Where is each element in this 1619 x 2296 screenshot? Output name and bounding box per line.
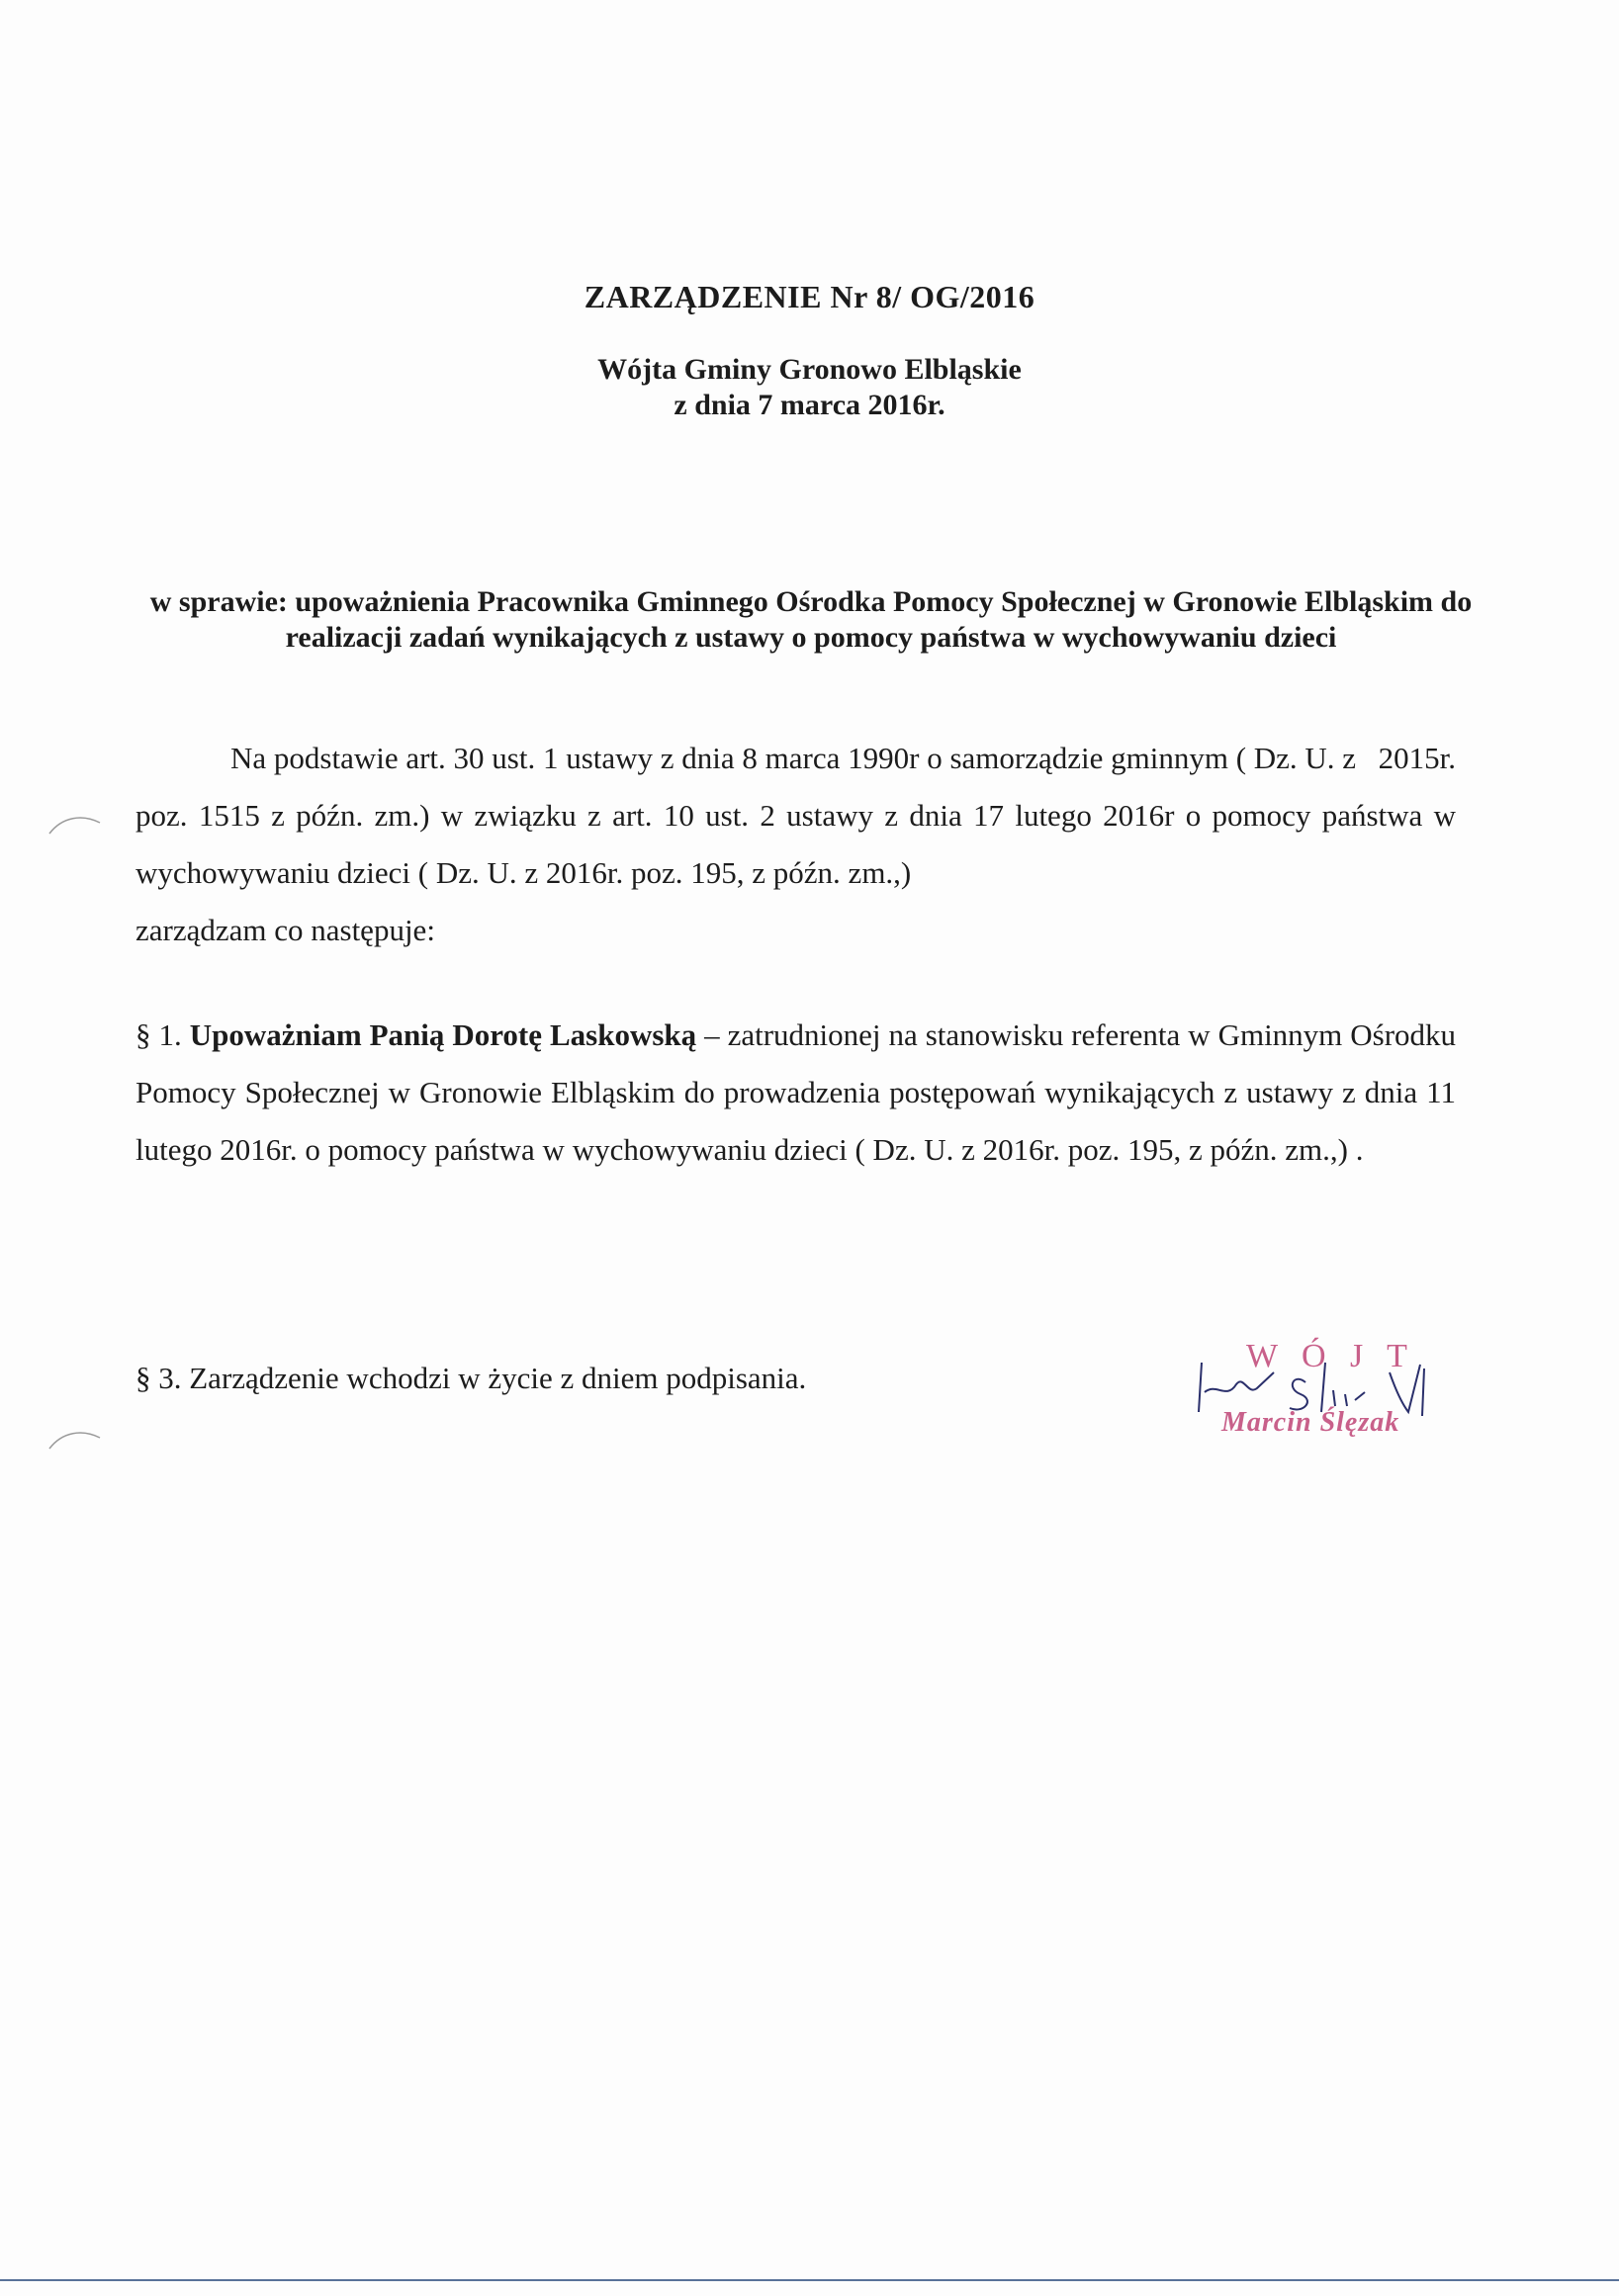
stamp-title: W Ó J T [1246,1338,1415,1374]
scan-edge-line [0,2279,1619,2281]
section-3-paragraph: § 3. Zarządzenie wchodzi w życie z dniem podpisania. [135,1361,807,1395]
section-1-number: § 1. [135,1017,182,1052]
legal-basis-rest: 2015r. poz. 1515 z późn. zm.) w związku z art. 10 ust. 2 ustawy z dnia 17 lutego 2016r o pomocy państwa w wychowywaniu dzieci ( Dz. U. z 2016r. poz. 195, z późn. zm.,) [135,741,1456,890]
legal-basis-paragraph [135,730,1456,959]
document-issuer: Wójta Gminy Gronowo Elbląskie [597,353,1022,386]
section-1-emphasis: Upoważniam Panią Dorotę Laskowską [189,1017,697,1052]
punch-hole-mark [45,1424,104,1454]
section-1-paragraph [135,1007,1456,1179]
document-issuer-block [0,352,1619,423]
punch-hole-mark [45,809,104,839]
document-date: z dnia 7 marca 2016r. [674,389,945,421]
legal-basis-lead: Na podstawie art. 30 ust. 1 ustawy z dnia 8 marca 1990r o samorządzie gminnym ( Dz. U. z [230,741,1357,775]
document-subject: w sprawie: upoważnienia Pracownika Gminnego Ośrodka Pomocy Społecznej w Gronowie Elbląskim do realizacji zadań wynikających z ustawy o pomocy państwa w wychowywaniu dzieci [149,585,1473,654]
document-title: ZARZĄDZENIE Nr 8/ OG/2016 [584,279,1035,314]
handwritten-signature [1187,1343,1454,1422]
stamp-name: Marcin Ślęzak [1221,1407,1400,1438]
section-1-text: – zatrudnionej na stanowisku referenta w Gminnym Ośrodku Pomocy Społecznej w Gronowie Elbląskim do prowadzenia postępowań wynikających z ustawy z dnia 11 lutego 2016r. o pomocy państwa w wychowywaniu dzieci ( Dz. U. z 2016r. poz. 195, z późn. zm.,) . [135,1017,1457,1167]
legal-basis-closing: zarządzam co następuje: [135,913,435,947]
